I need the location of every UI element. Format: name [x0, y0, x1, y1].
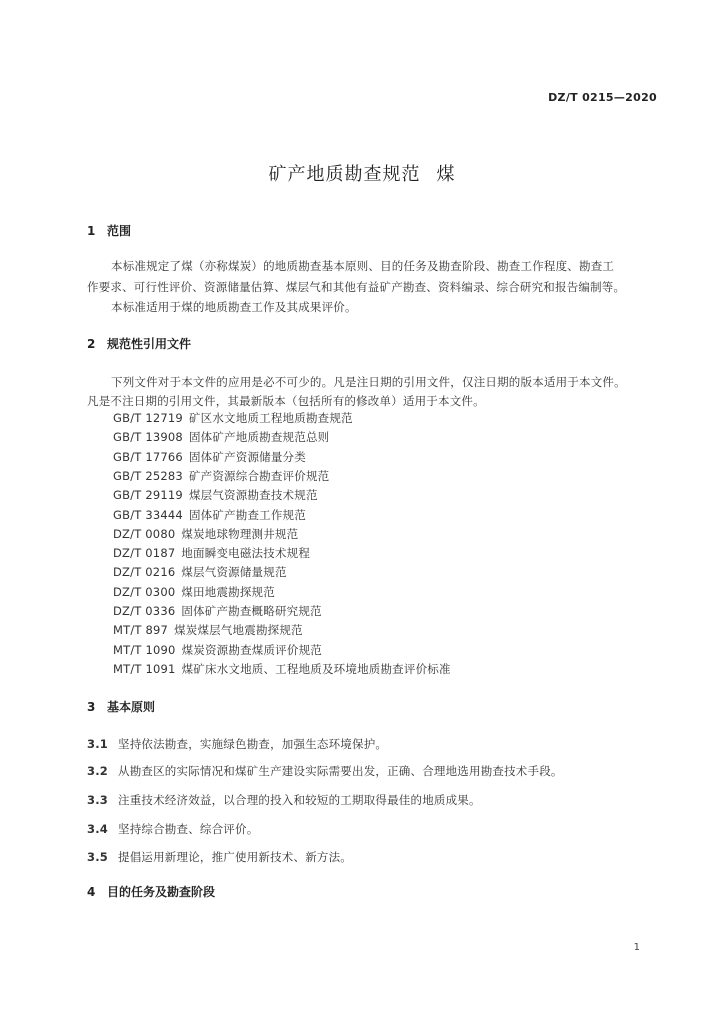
reference-title: 固体矿产勘查工作规范 [188, 507, 306, 522]
clause-number: 3.4 [87, 822, 108, 836]
clause-number: 3.2 [87, 764, 108, 778]
reference-code: DZ/T 0080 [113, 526, 176, 541]
reference-item [113, 545, 310, 561]
clause-number: 3.3 [87, 793, 108, 807]
page-number: 1 [633, 942, 640, 953]
scope-paragraph-2: 本标准适用于煤的地质勘查工作及其成果评价。 [111, 300, 357, 314]
section-1-heading [87, 222, 131, 239]
reference-title: 煤田地震勘探规范 [181, 584, 275, 599]
reference-title: 固体矿产勘查概略研究规范 [181, 604, 322, 618]
reference-item [113, 429, 329, 445]
reference-code: DZ/T 0216 [113, 565, 176, 580]
reference-item [113, 661, 451, 677]
clause-number: 3.5 [87, 850, 108, 864]
reference-item [113, 410, 353, 426]
clause-item [87, 763, 563, 779]
reference-item [113, 603, 322, 619]
reference-title: 煤矿床水文地质、工程地质及环境地质勘查评价标准 [181, 661, 451, 676]
reference-code: DZ/T 0336 [113, 604, 176, 618]
references-intro-line-1: 下列文件对于本文件的应用是必不可少的。凡是注日期的引用文件，仅注日期的版本适用于本文件。 [111, 375, 626, 389]
title-suffix: 煤 [436, 164, 456, 185]
reference-title: 煤炭地球物理测井规范 [181, 526, 299, 541]
reference-item [113, 642, 322, 658]
reference-title: 煤层气资源勘查技术规范 [188, 488, 318, 503]
reference-code: GB/T 25283 [113, 468, 183, 483]
reference-code: MT/T 897 [113, 623, 169, 638]
scope-paragraph-line-1: 本标准规定了煤（亦称煤炭）的地质勘查基本原则、目的任务及勘查阶段、勘查工作程度、勘查工 [111, 259, 615, 273]
section-title: 范围 [107, 224, 132, 238]
references-intro-line-2: 凡是不注日期的引用文件，其最新版本（包括所有的修改单）适用于本文件。 [87, 394, 485, 408]
section-title: 基本原则 [107, 700, 156, 714]
clause-item [87, 736, 387, 752]
reference-title: 煤层气资源储量规范 [181, 565, 287, 580]
clause-item [87, 849, 352, 865]
reference-item [113, 564, 287, 580]
reference-item [113, 468, 329, 484]
reference-item [113, 449, 306, 465]
reference-item [113, 487, 318, 503]
clause-text: 坚持综合勘查、综合评价。 [118, 822, 259, 836]
clause-number: 3.1 [87, 737, 108, 751]
section-number: 4 [87, 885, 96, 899]
reference-item [113, 622, 303, 638]
clause-text: 注重技术经济效益，以合理的投入和较短的工期取得最佳的地质成果。 [118, 793, 481, 807]
reference-title: 固体矿产地质勘查规范总则 [188, 430, 330, 445]
reference-item [113, 584, 275, 600]
reference-code: GB/T 17766 [113, 449, 183, 464]
section-title: 规范性引用文件 [107, 337, 192, 351]
reference-title: 矿产资源综合勘查评价规范 [188, 468, 330, 483]
reference-code: GB/T 33444 [113, 507, 183, 522]
section-number: 3 [87, 700, 96, 714]
clause-text: 提倡运用新理论，推广使用新技术、新方法。 [118, 850, 352, 864]
standard-code: DZ/T 0215—2020 [548, 91, 657, 104]
section-number: 1 [87, 224, 96, 238]
section-4-heading [87, 883, 215, 900]
section-2-heading [87, 335, 191, 352]
reference-title: 煤炭煤层气地震勘探规范 [174, 623, 303, 638]
reference-title: 矿区水文地质工程地质勘查规范 [188, 411, 353, 425]
clause-text: 坚持依法勘查，实施绿色勘查，加强生态环境保护。 [118, 737, 388, 751]
section-title: 目的任务及勘查阶段 [107, 885, 216, 899]
section-3-heading [87, 698, 155, 715]
reference-code: MT/T 1090 [113, 642, 176, 657]
reference-code: DZ/T 0300 [113, 584, 176, 599]
clause-item [87, 792, 481, 808]
reference-item [113, 526, 298, 542]
reference-title: 煤炭资源勘查煤质评价规范 [181, 642, 322, 657]
page-title [0, 160, 724, 186]
reference-title: 固体矿产资源储量分类 [188, 449, 306, 464]
reference-code: MT/T 1091 [113, 661, 176, 676]
reference-title: 地面瞬变电磁法技术规程 [181, 546, 311, 561]
reference-code: DZ/T 0187 [113, 546, 176, 561]
reference-code: GB/T 29119 [113, 488, 183, 503]
reference-code: GB/T 12719 [113, 411, 183, 425]
clause-item [87, 821, 258, 837]
section-number: 2 [87, 337, 96, 351]
clause-text: 从勘查区的实际情况和煤矿生产建设实际需要出发，正确、合理地选用勘查技术手段。 [118, 764, 563, 778]
reference-item [113, 507, 306, 523]
scope-paragraph-line-2: 作要求、可行性评价、资源储量估算、煤层气和其他有益矿产勘查、资料编录、综合研究和报告编制等。 [87, 280, 626, 294]
title-main: 矿产地质勘查规范 [268, 164, 421, 185]
reference-code: GB/T 13908 [113, 430, 183, 445]
